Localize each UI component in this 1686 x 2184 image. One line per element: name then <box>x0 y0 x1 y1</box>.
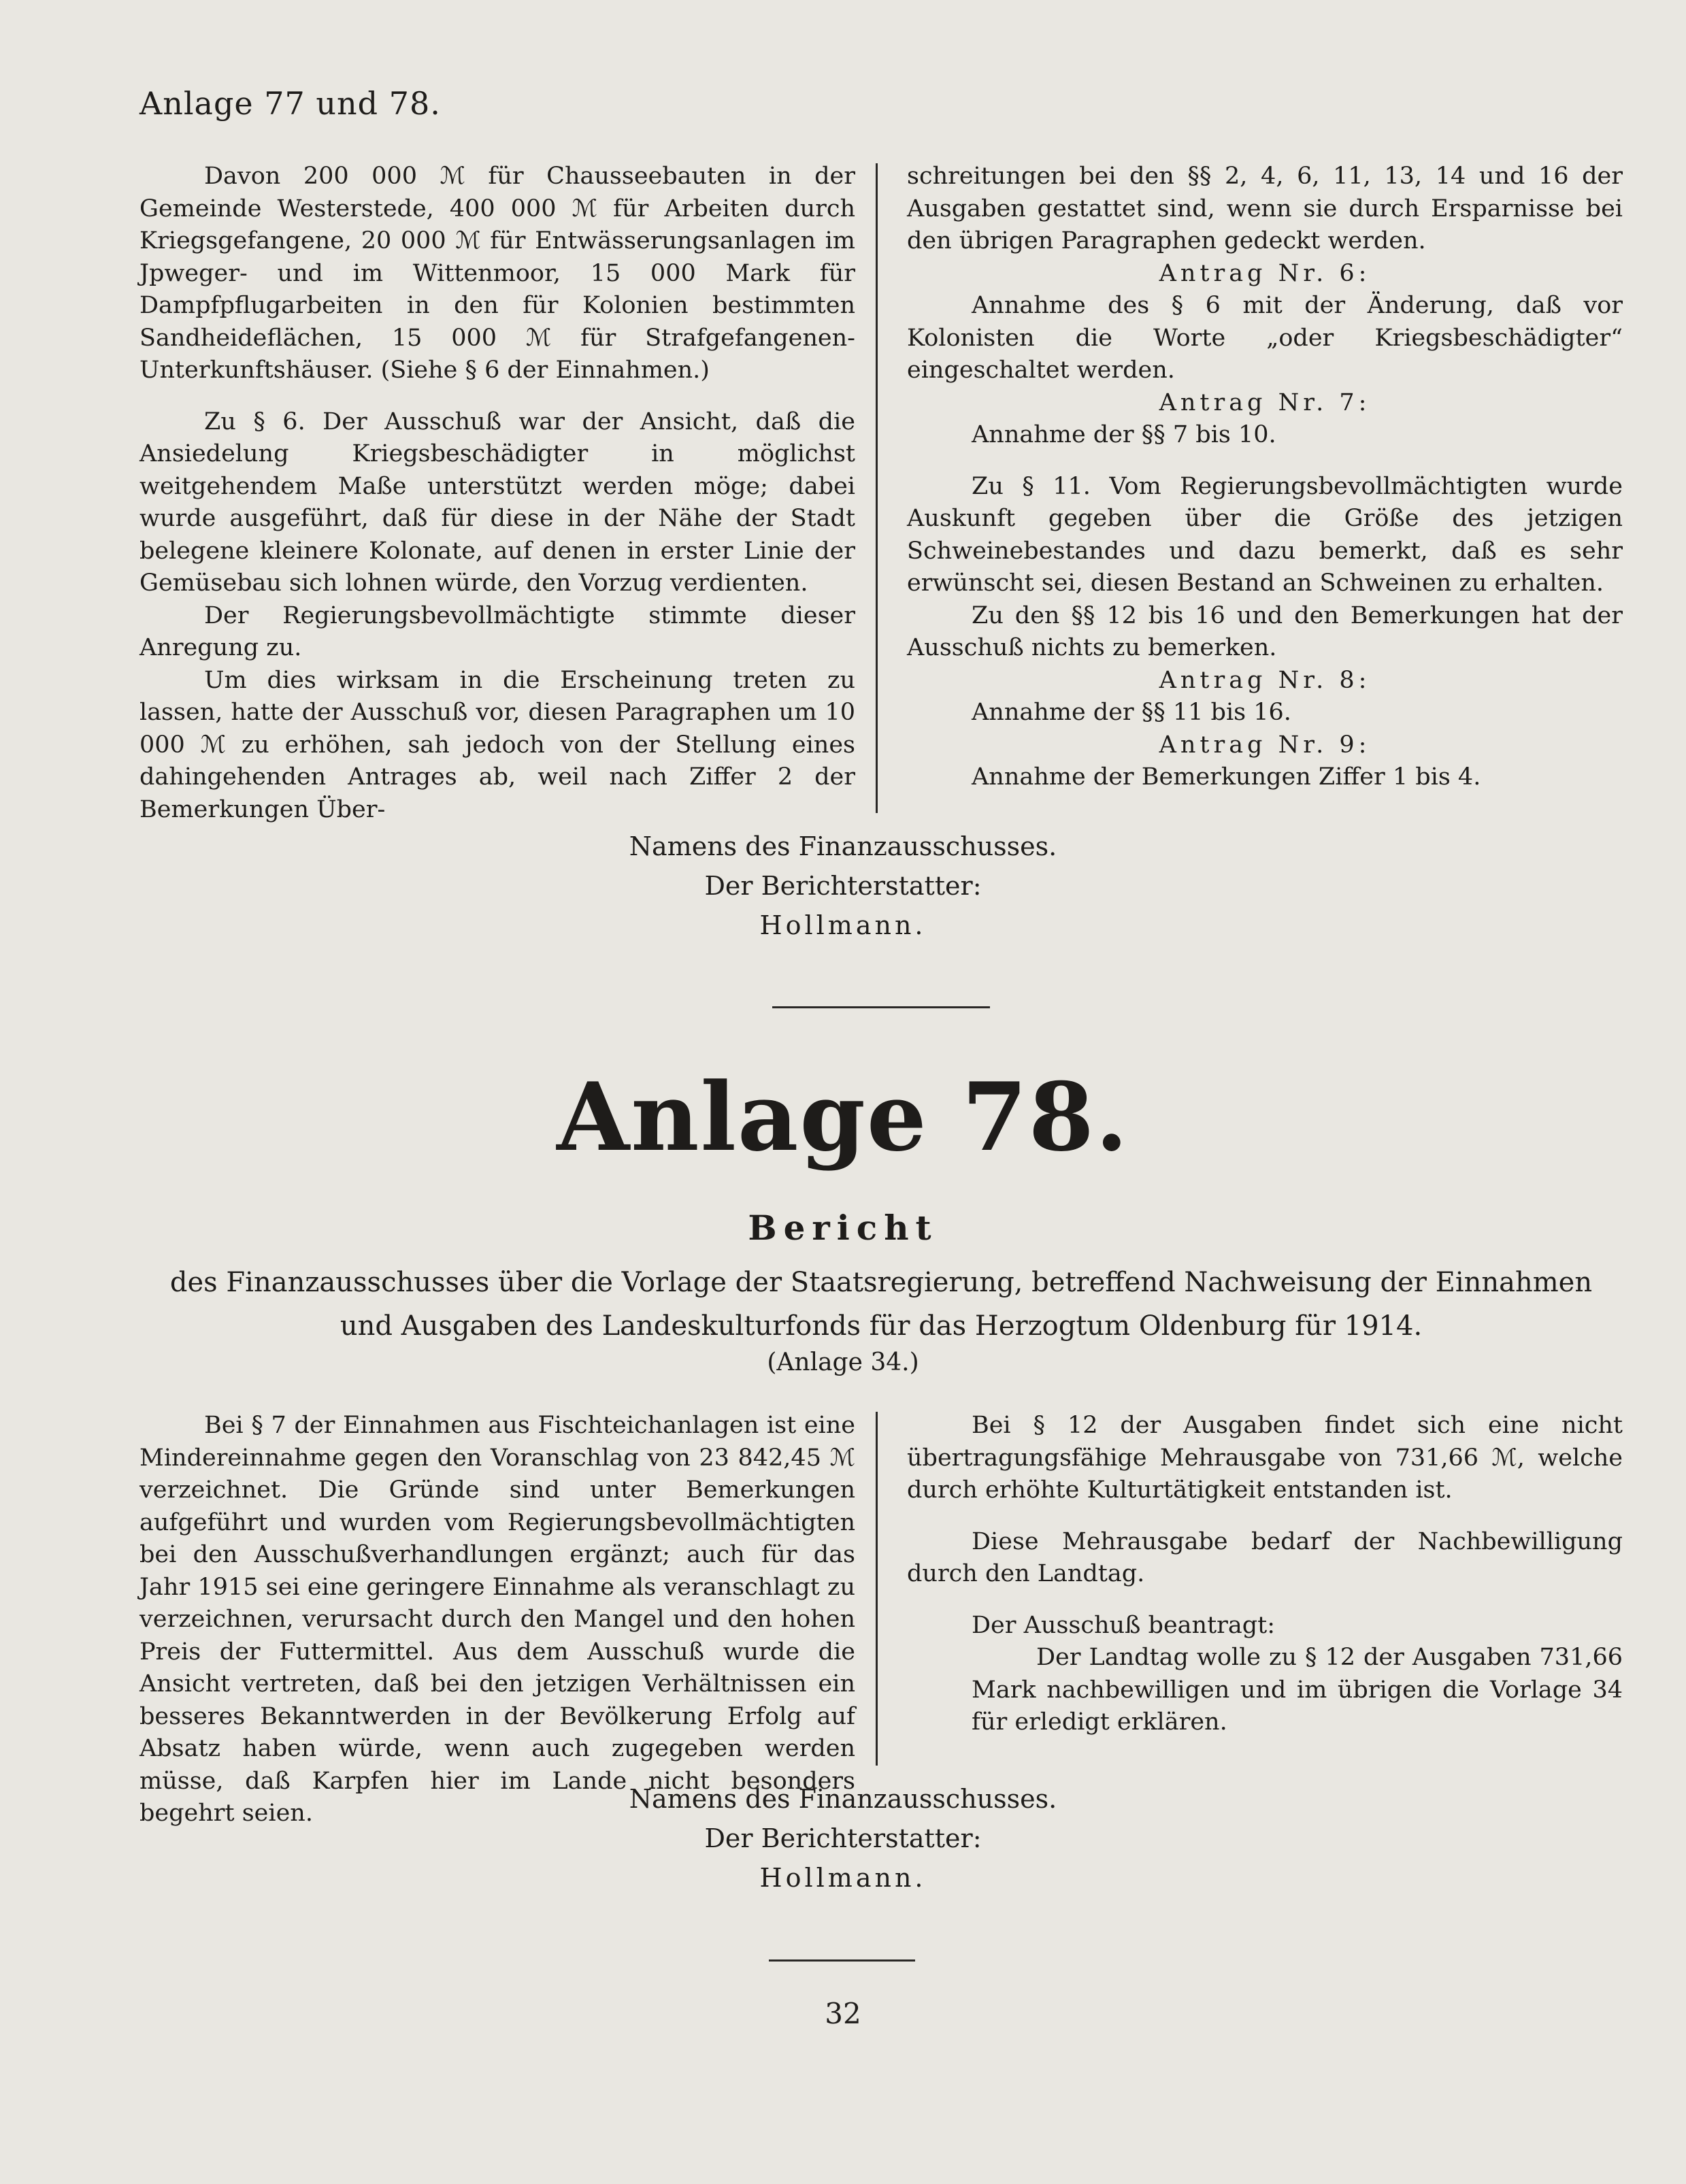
running-head: Anlage 77 und 78. <box>139 85 441 122</box>
paragraph: Zu § 6. Der Ausschuß war der Ansicht, daß die Ansiedelung Kriegsbeschädigter in möglichst weitgehendem Maße unterstützt werden möge; dabei wurde ausgeführt, daß für diese in der Nähe der Stadt belegene kleinere Kolonate, auf denen in erster Linie der Gemüsebau sich lohnen würde, den Vorzug verdienten. <box>139 408 855 597</box>
section-divider <box>772 1006 990 1008</box>
anlage-78-left-column <box>139 1410 855 1830</box>
page-number: 32 <box>825 1997 861 2030</box>
section-divider <box>769 1959 915 1962</box>
anlage-77-left-column <box>139 161 855 826</box>
signature-committee: Namens des Finanzausschusses. <box>629 1784 1057 1814</box>
section-title: Anlage 78. <box>557 1061 1129 1172</box>
antrag-heading: Antrag Nr. 8: <box>1159 666 1371 694</box>
anlage-78-right-column <box>907 1410 1623 1830</box>
anlage-77-columns <box>139 161 1623 826</box>
paragraph: schreitungen bei den §§ 2, 4, 6, 11, 13, 14 und 16 der Ausgaben gestattet sind, wenn sie durch Ersparnisse bei den übrigen Paragraphen gedeckt werden. <box>907 163 1623 254</box>
antrag-text: Der Landtag wolle zu § 12 der Ausgaben 731,66 Mark nachbewilligen und im übrigen die Vorlage 34 für erledigt erklären. <box>972 1644 1623 1736</box>
antrag-text: Annahme des § 6 mit der Änderung, daß vor Kolonisten die Worte „oder Kriegsbeschädigter“ eingeschaltet werden. <box>907 292 1623 384</box>
paragraph: Der Regierungsbevollmächtigte stimmte dieser Anregung zu. <box>139 601 855 661</box>
antrag-text: Annahme der Bemerkungen Ziffer 1 bis 4. <box>972 763 1481 791</box>
signature-block <box>0 1779 1686 1898</box>
anlage-77-right-column <box>907 161 1623 826</box>
column-divider <box>876 1412 878 1766</box>
paragraph: Diese Mehrausgabe bedarf der Nachbewilligung durch den Landtag. <box>907 1527 1623 1587</box>
signature-role: Der Berichterstatter: <box>704 871 982 901</box>
signature-block <box>0 827 1686 945</box>
signature-role: Der Berichterstatter: <box>704 1823 982 1853</box>
signature-name: Hollmann. <box>759 1863 927 1893</box>
paragraph: Der Ausschuß beantragt: <box>972 1611 1276 1639</box>
antrag-heading: Antrag Nr. 9: <box>1159 731 1371 759</box>
column-divider <box>876 163 878 813</box>
paragraph: Zu den §§ 12 bis 16 und den Bemerkungen hat der Ausschuß nichts zu bemerken. <box>907 601 1623 661</box>
antrag-heading: Antrag Nr. 6: <box>1159 259 1371 287</box>
report-subtitle: des Finanzausschusses über die Vorlage der Staatsregierung, betreffend Nachweisung der Einnahmen und Ausgaben des Landeskulturfonds für das Herzogtum Oldenburg für 1914. <box>169 1267 1593 1342</box>
anlage-78-columns <box>139 1410 1623 1830</box>
paragraph: Davon 200 000 ℳ für Chausseebauten in der Gemeinde Westerstede, 400 000 ℳ für Arbeiten durch Kriegsgefangene, 20 000 ℳ für Entwässerungsanlagen im Jpweger- und im Wittenmoor, 15 000 Mark für Dampfpflugarbeiten in den für Kolonien bestimmten Sandheideflächen, 15 000 ℳ für Strafgefangenen-Unterkunftshäuser. (Siehe § 6 der Einnahmen.) <box>139 163 855 384</box>
paragraph: Bei § 12 der Ausgaben findet sich eine nicht übertragungsfähige Mehrausgabe von 731,66 ℳ, welche durch erhöhte Kulturtätigkeit entstanden ist. <box>907 1412 1623 1504</box>
antrag-text: Annahme der §§ 11 bis 16. <box>972 699 1291 726</box>
report-heading: Bericht <box>748 1208 938 1248</box>
attachment-reference: (Anlage 34.) <box>767 1349 919 1376</box>
antrag-text: Annahme der §§ 7 bis 10. <box>972 421 1276 448</box>
signature-name: Hollmann. <box>759 910 927 940</box>
antrag-heading: Antrag Nr. 7: <box>1159 388 1371 416</box>
paragraph: Bei § 7 der Einnahmen aus Fischteichanlagen ist eine Mindereinnahme gegen den Voranschlag von 23 842,45 ℳ verzeichnet. Die Gründe sind unter Bemerkungen aufgeführt und wurden vom Regierungsbevollmächtigten bei den Ausschußverhandlungen ergänzt; auch für das Jahr 1915 sei eine geringere Einnahme als veranschlagt zu verzeichnen, verursacht durch den Mangel und den hohen Preis der Futtermittel. Aus dem Ausschuß wurde die Ansicht vertreten, daß bei den jetzigen Verhältnissen ein besseres Bekanntwerden in der Bevölkerung Erfolg auf Absatz haben würde, wenn auch zugegeben werden müsse, daß Karpfen hier im Lande nicht besonders begehrt seien. <box>139 1412 855 1827</box>
paragraph: Um dies wirksam in die Erscheinung treten zu lassen, hatte der Ausschuß vor, diesen Paragraphen um 10 000 ℳ zu erhöhen, sah jedoch von der Stellung eines dahingehenden Antrages ab, weil nach Ziffer 2 der Bemerkungen Über- <box>139 666 855 823</box>
paragraph: Zu § 11. Vom Regierungsbevollmächtigten wurde Auskunft gegeben über die Größe des jetzigen Schweinebestandes und dazu bemerkt, daß es sehr erwünscht sei, diesen Bestand an Schweinen zu erhalten. <box>907 472 1623 597</box>
signature-committee: Namens des Finanzausschusses. <box>629 831 1057 861</box>
